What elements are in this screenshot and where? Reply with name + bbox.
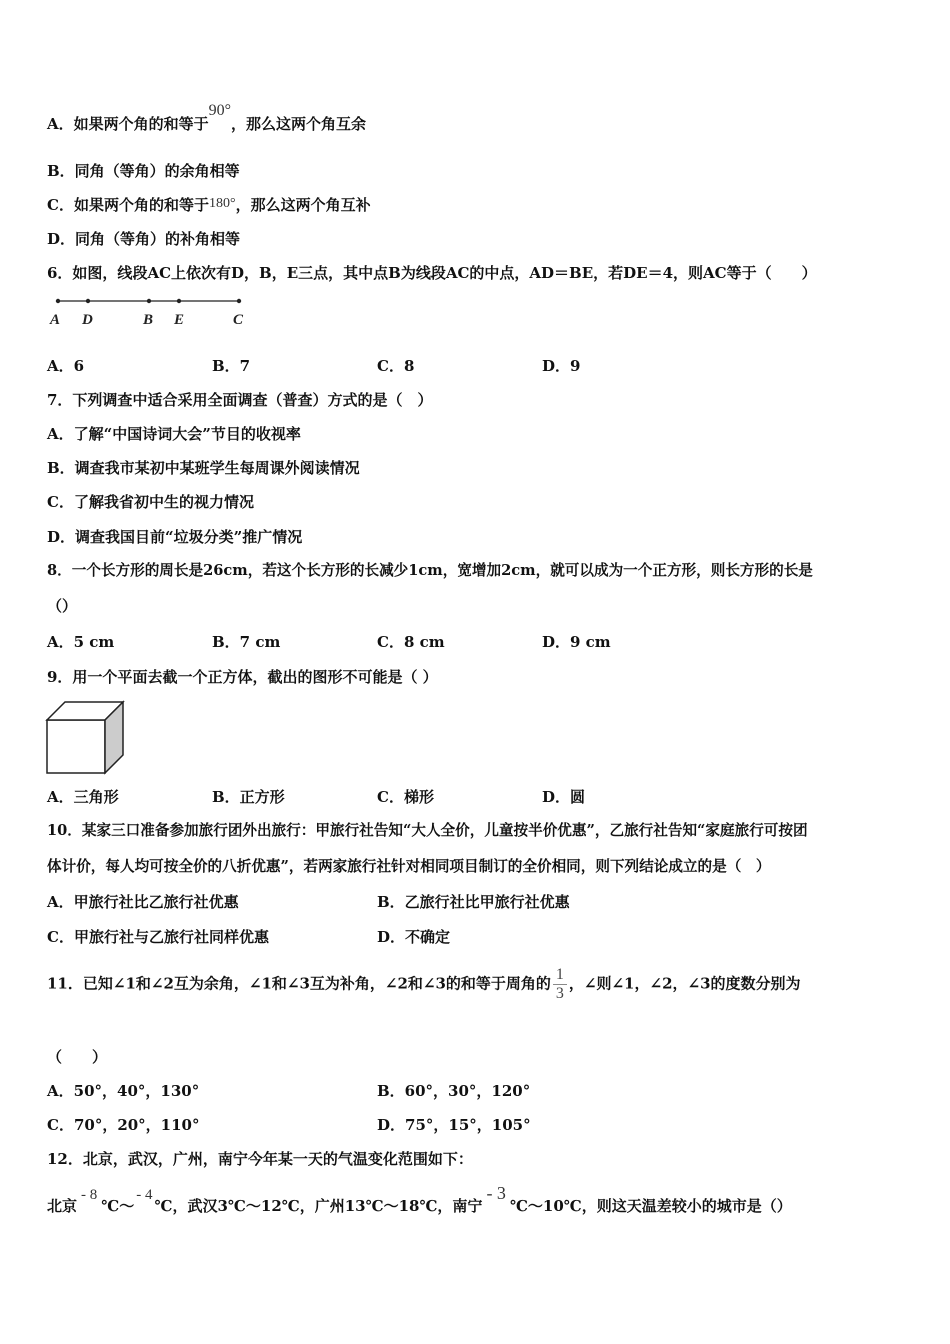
q8-option-a: A．5 cm [47, 633, 115, 651]
q11-stem-cont: （ ） [47, 1048, 108, 1066]
cube-figure [45, 700, 127, 776]
q5-option-c [47, 195, 371, 217]
q10-option-c: C．甲旅行社与乙旅行社同样优惠 [47, 928, 269, 946]
q11-stem [47, 966, 801, 1003]
math-minus-8: - 8 [81, 1187, 98, 1203]
q9-option-a: A．三角形 [47, 788, 119, 806]
q6-stem: 6．如图，线段AC上依次有D，B，E三点，其中点B为线段AC的中点，AD＝BE，若DE＝4，则AC等于（ ） [47, 264, 817, 282]
q8-stem-cont: （） [47, 597, 78, 615]
q8-option-c: C．8 cm [377, 633, 445, 651]
q11-option-c: C．70°，20°，110° [47, 1116, 200, 1134]
q5-option-a [47, 102, 367, 135]
math-180-degrees: 180° [208, 196, 236, 211]
point-label-b: B [143, 312, 154, 328]
point-label-c: C [233, 312, 244, 328]
q8-option-d: D．9 cm [542, 633, 611, 651]
q8-option-b: B．7 cm [212, 633, 281, 651]
text: ，那么这两个角互余 [231, 115, 367, 133]
q9-option-c: C．梯形 [377, 788, 434, 806]
math-minus-3: - 3 [486, 1183, 506, 1203]
q8-stem: 8．一个长方形的周长是26cm，若这个长方形的长减少1cm，宽增加2cm，就可以成为一个正方形，则长方形的长是 [47, 562, 813, 579]
q6-option-c: C．8 [377, 357, 415, 375]
q12-temperatures [47, 1183, 792, 1217]
q10-stem: 10．某家三口准备参加旅行团外出旅行：甲旅行社告知“大人全价，儿童按半价优惠”，乙旅行社告知“家庭旅行可按团 [47, 822, 808, 839]
q6-option-d: D．9 [542, 357, 581, 375]
q7-option-b: B．调查我市某初中某班学生每周课外阅读情况 [47, 459, 360, 477]
text: ℃，武汉3℃～12℃，广州13℃～18℃，南宁 [154, 1197, 483, 1215]
q10-option-d: D．不确定 [377, 928, 451, 946]
q5-option-d: D．同角（等角）的补角相等 [47, 230, 241, 248]
text: ℃～ [101, 1197, 135, 1215]
q5-option-b: B．同角（等角）的余角相等 [47, 162, 240, 180]
point-label-e: E [174, 312, 185, 328]
text: ，那么这两个角互补 [235, 196, 371, 214]
text: C．如果两个角的和等于 [47, 196, 209, 214]
q7-stem: 7．下列调查中适合采用全面调查（普查）方式的是（ ） [47, 391, 433, 409]
text: ℃～10℃，则这天温差较小的城市是（） [509, 1197, 792, 1215]
q10-stem-cont: 体计价，每人均可按全价的八折优惠”，若两家旅行社针对相同项目制订的全价相同，则下列结论成立的是（ ） [47, 858, 771, 875]
q6-option-b: B．7 [212, 357, 251, 375]
math-minus-4: - 4 [136, 1187, 153, 1203]
q7-option-d: D．调查我国目前“垃圾分类”推广情况 [47, 528, 303, 546]
point-label-a: A [50, 312, 61, 328]
text: 北京 [47, 1197, 78, 1215]
q10-option-b: B．乙旅行社比甲旅行社优惠 [377, 893, 570, 911]
q12-stem: 12．北京，武汉，广州，南宁今年某一天的气温变化范围如下： [47, 1150, 473, 1168]
point-label-d: D [82, 312, 93, 328]
math-90-degrees: 90° [208, 102, 232, 119]
q6-option-a: A．6 [47, 357, 85, 375]
q7-option-c: C．了解我省初中生的视力情况 [47, 493, 254, 511]
q10-option-a: A．甲旅行社比乙旅行社优惠 [47, 893, 239, 911]
q9-option-d: D．圆 [542, 788, 586, 806]
q11-option-d: D．75°，15°，105° [377, 1116, 531, 1134]
q9-stem: 9．用一个平面去截一个正方体，截出的图形不可能是（ ） [47, 668, 438, 686]
numerator: 1 [555, 966, 564, 983]
fraction-one-third [553, 966, 567, 1003]
q11-option-a: A．50°，40°，130° [47, 1082, 200, 1100]
text: 11．已知∠1和∠2互为余角，∠1和∠3互为补角，∠2和∠3的和等于周角的 [47, 974, 551, 993]
text: ，∠则∠1，∠2，∠3的度数分别为 [568, 974, 801, 993]
q7-option-a: A．了解“中国诗词大会”节目的收视率 [47, 425, 301, 443]
line-segment-figure [45, 292, 255, 332]
q11-option-b: B．60°，30°，120° [377, 1082, 531, 1100]
denominator: 3 [553, 984, 567, 1003]
text: A．如果两个角的和等于 [47, 115, 209, 133]
q9-option-b: B．正方形 [212, 788, 285, 806]
